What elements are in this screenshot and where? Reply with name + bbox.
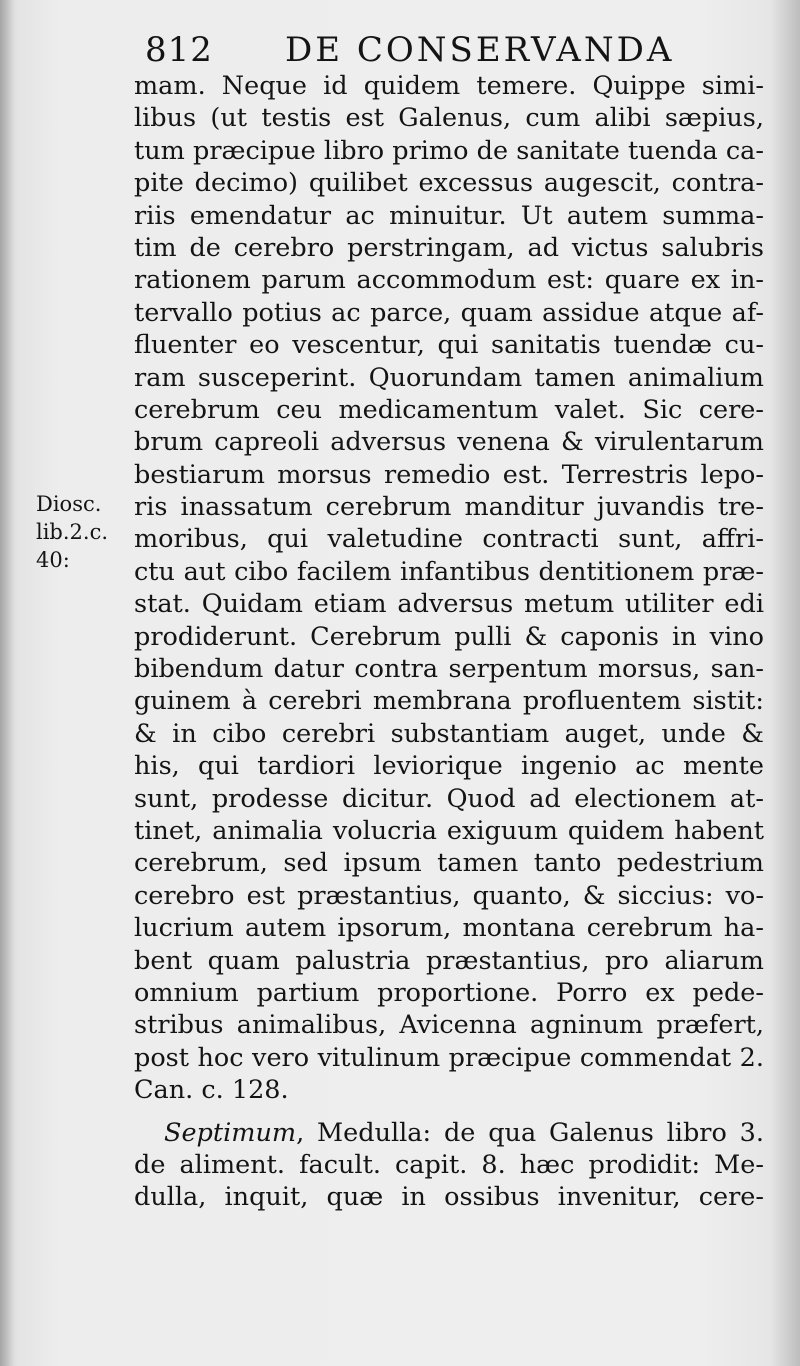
text-line: tim de cerebro perstringam, ad victus salubris xyxy=(134,232,764,263)
text-line: tum præcipue libro primo de sanitate tuenda ca- xyxy=(134,135,764,166)
text-line: brum capreoli adversus venena & virulentarum xyxy=(134,427,764,458)
gutter-shadow xyxy=(0,0,14,1366)
text-line: riis emendatur ac minuitur. Ut autem summa- xyxy=(134,200,764,231)
text-line: cerebrum, sed ipsum tamen tanto pedestrium xyxy=(134,848,764,879)
text-line: lucrium autem ipsorum, montana cerebrum ha- xyxy=(134,913,764,944)
text-line: Can. c. 128. xyxy=(134,1075,289,1106)
marginal-note-line: lib.2.c. xyxy=(36,520,109,544)
text-line: his, qui tardiori leviorique ingenio ac mente xyxy=(134,751,764,782)
text-line: de aliment. facult. capit. 8. hæc prodidit: Me- xyxy=(134,1149,764,1180)
marginal-note-line: 40: xyxy=(36,548,70,572)
text-line: bibendum datur contra serpentum morsus, san- xyxy=(134,654,764,685)
running-head xyxy=(145,30,775,74)
text-line: pite decimo) quilibet excessus augescit, contra- xyxy=(134,168,764,199)
text-line: mam. Neque id quidem temere. Quippe simi- xyxy=(134,71,764,101)
text-line: libus (ut testis est Galenus, cum alibi sæpius, xyxy=(134,103,764,134)
text-line: stat. Quidam etiam adversus metum utiliter edi xyxy=(134,589,764,620)
text-line: dulla, inquit, quæ in ossibus invenitur, cere- xyxy=(134,1182,764,1213)
text-line: tinet, animalia volucria exiguum quidem habent xyxy=(134,815,764,846)
text-line: bent quam palustria præstantius, pro aliarum xyxy=(134,945,764,976)
text-line: cerebro est præstantius, quanto, & siccius: vo- xyxy=(134,880,764,911)
text-line: bestiarum morsus remedio est. Terrestris lepo- xyxy=(134,459,764,490)
text-line: prodiderunt. Cerebrum pulli & caponis in vino xyxy=(134,621,764,652)
marginal-note xyxy=(36,490,126,574)
running-title: DE CONSERVANDA xyxy=(285,30,675,70)
text-line: & in cibo cerebri substantiam auget, unde & xyxy=(134,718,764,749)
text-line: guinem à cerebri membrana profluentem sistit: xyxy=(134,686,764,717)
page-number: 812 xyxy=(145,30,213,70)
text-line: stribus animalibus, Avicenna agninum præfert, xyxy=(134,1010,764,1041)
text-line: rationem parum accommodum est: quare ex in- xyxy=(134,265,764,296)
text-line: post hoc vero vitulinum præcipue commendat 2. xyxy=(134,1042,764,1073)
body-text xyxy=(134,70,764,1214)
text-line: fluenter eo vescentur, qui sanitatis tuendæ cu- xyxy=(134,330,764,361)
text-line: cerebrum ceu medicamentum valet. Sic cere- xyxy=(134,394,764,425)
paragraph-start-line xyxy=(134,1117,764,1149)
section-lead-rest: , Medulla: de qua Galenus libro 3. xyxy=(296,1117,764,1148)
text-line: ctu aut cibo facilem infantibus dentitionem præ- xyxy=(134,556,764,587)
text-line: omnium partium proportione. Porro ex pede- xyxy=(134,977,764,1008)
marginal-note-line: Diosc. xyxy=(36,492,102,516)
text-line: sunt, prodesse dicitur. Quod ad electionem at- xyxy=(134,783,764,814)
text-line: moribus, qui valetudine contracti sunt, affri- xyxy=(134,524,764,555)
section-lead-word: Septimum xyxy=(164,1117,297,1148)
text-line: ris inassatum cerebrum manditur juvandis tre- xyxy=(134,492,764,523)
text-line: tervallo potius ac parce, quam assidue atque af- xyxy=(134,297,764,328)
text-line: ram susceperint. Quorundam tamen animalium xyxy=(134,362,764,393)
